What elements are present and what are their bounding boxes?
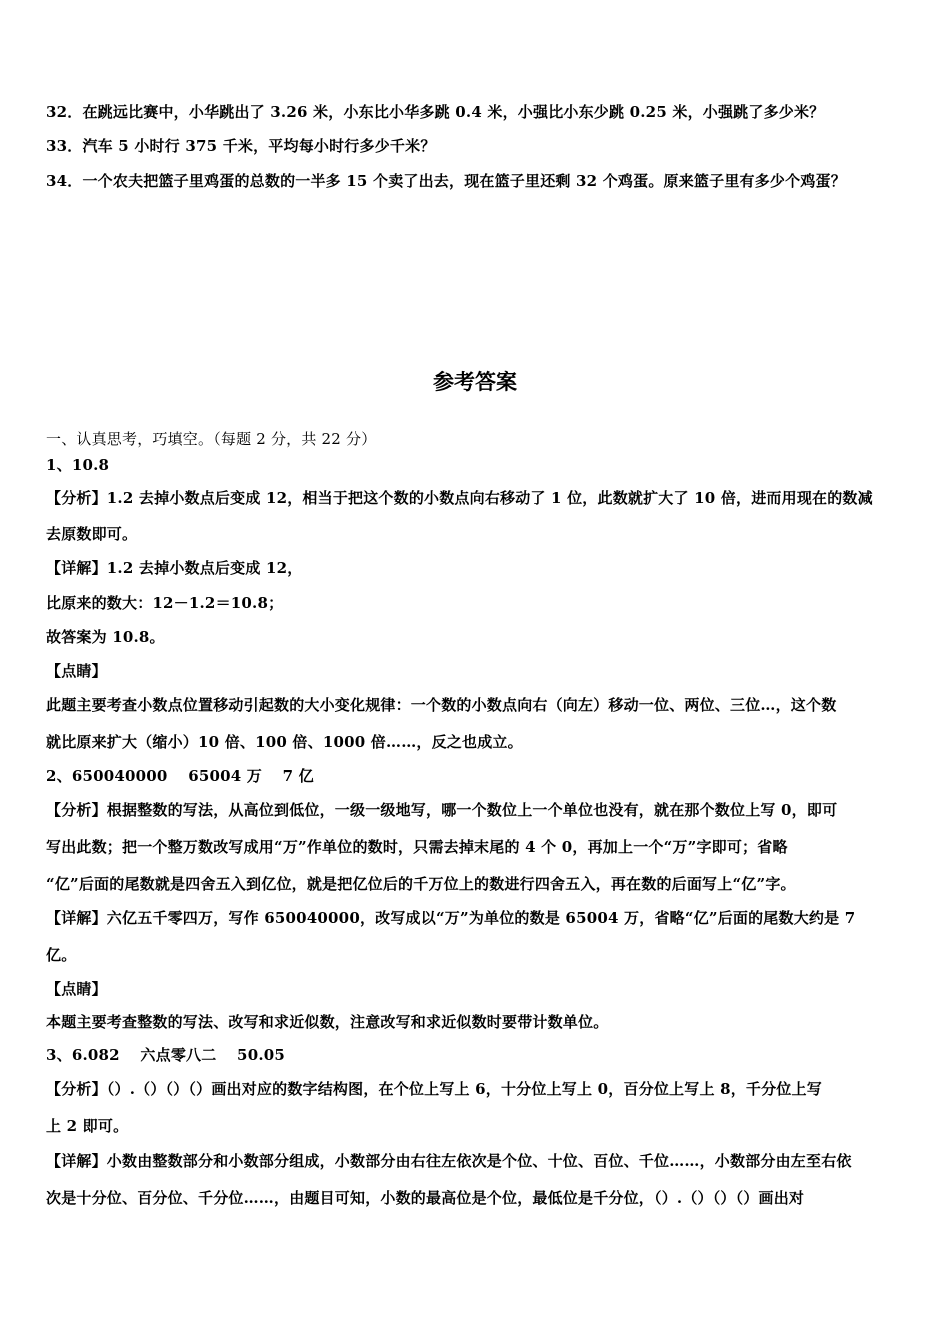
- answer-1-detail-3: 故答案为 10.8。: [46, 628, 165, 646]
- answer-1: 1、10.8: [46, 456, 110, 474]
- question-32: 32．在跳远比赛中，小华跳出了 3.26 米，小东比小华多跳 0.4 米，小强比小东少跳 0.25 米，小强跳了多少米？: [46, 103, 825, 121]
- answer-2-detail-cont: 亿。: [46, 946, 77, 964]
- answer-3-detail: 【详解】小数由整数部分和小数部分组成，小数部分由右往左依次是个位、十位、百位、千位……，小数部分由左至右依: [46, 1152, 852, 1170]
- answer-2-detail: 【详解】六亿五千零四万，写作 650040000，改写成以“万”为单位的数是 65004 万，省略“亿”后面的尾数大约是 7: [46, 909, 856, 927]
- answer-1-detail-2: 比原来的数大：12－1.2＝10.8；: [46, 594, 284, 612]
- answers-title: 参考答案: [433, 370, 517, 394]
- question-34: 34．一个农夫把篮子里鸡蛋的总数的一半多 15 个卖了出去，现在篮子里还剩 32 个鸡蛋。原来篮子里有多少个鸡蛋？: [46, 172, 846, 190]
- answer-3-analysis: 【分析】（）.（）（）（）画出对应的数字结构图，在个位上写上 6，十分位上写上 0，百分位上写上 8，千分位上写: [46, 1080, 822, 1098]
- answer-2-point: 本题主要考查整数的写法、改写和求近似数，注意改写和求近似数时要带计数单位。: [46, 1013, 609, 1031]
- answer-2-analysis-cont: 写出此数；把一个整万数改写成用“万”作单位的数时，只需去掉末尾的 4 个 0，再加上一个“万”字即可；省略: [46, 838, 788, 856]
- answer-3-analysis-cont: 上 2 即可。: [46, 1117, 129, 1135]
- answer-1-analysis-cont: 去原数即可。: [46, 525, 138, 543]
- answer-3-detail-cont: 次是十分位、百分位、千分位……，由题目可知，小数的最高位是个位，最低位是千分位，（）.（）（）（）画出对: [46, 1189, 805, 1207]
- answer-1-detail: 【详解】1.2 去掉小数点后变成 12，: [46, 559, 303, 577]
- answer-2-point-label: 【点睛】: [46, 980, 107, 998]
- answer-2-analysis-cont-2: “亿”后面的尾数就是四舍五入到亿位，就是把亿位后的千万位上的数进行四舍五入，再在数的后面写上“亿”字。: [46, 875, 796, 893]
- section-1-heading: 一、认真思考，巧填空。（每题 2 分，共 22 分）: [46, 430, 377, 448]
- answer-3: 3、6.082 六点零八二 50.05: [46, 1046, 286, 1064]
- answer-1-point: 此题主要考查小数点位置移动引起数的大小变化规律：一个数的小数点向右（向左）移动一位、两位、三位…，这个数: [46, 696, 837, 714]
- answer-2-analysis: 【分析】根据整数的写法，从高位到低位，一级一级地写，哪一个数位上一个单位也没有，就在那个数位上写 0，即可: [46, 801, 838, 819]
- answer-2: 2、650040000 65004 万 7 亿: [46, 767, 314, 785]
- answer-1-point-cont: 就比原来扩大（缩小）10 倍、100 倍、1000 倍……，反之也成立。: [46, 733, 523, 751]
- answer-1-analysis: 【分析】1.2 去掉小数点后变成 12，相当于把这个数的小数点向右移动了 1 位，此数就扩大了 10 倍，进而用现在的数减: [46, 489, 873, 507]
- question-33: 33．汽车 5 小时行 375 千米，平均每小时行多少千米？: [46, 137, 436, 155]
- answer-1-point-label: 【点睛】: [46, 662, 107, 680]
